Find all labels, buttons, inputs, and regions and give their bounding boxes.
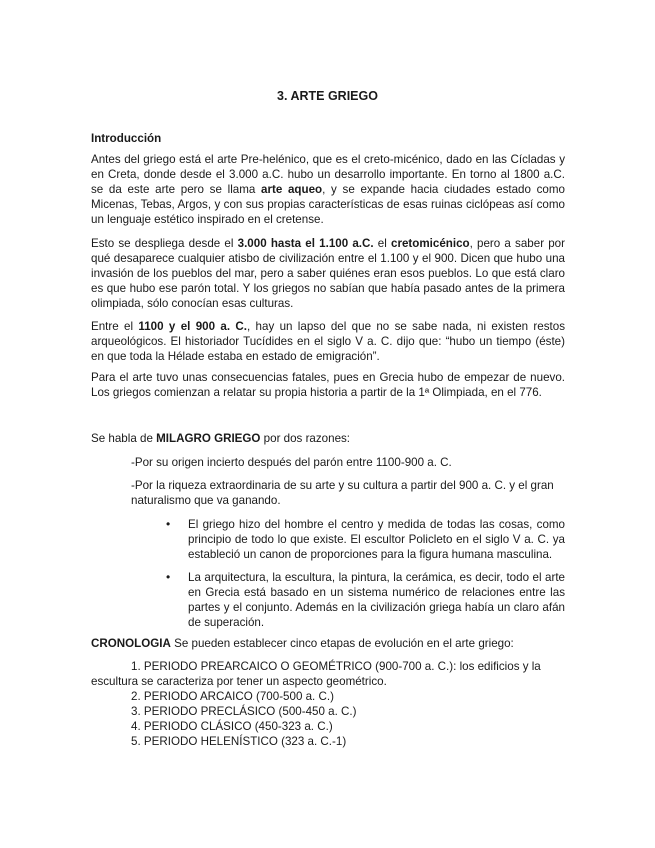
reason-item: -Por su origen incierto después del parón entre 1100-900 a. C. xyxy=(131,456,452,469)
cronologia-label: CRONOLOGIA xyxy=(91,637,171,650)
paragraph-lapso xyxy=(91,319,565,364)
text-run: por dos razones: xyxy=(260,432,351,445)
text-run: , hay un lapso del que no se sabe nada, ni existen restos arqueológicos. El historiador Tucídides en el siglo V a. C. dijo que: “hubo un tiempo (éste) en que toda la Hélade estaba en estado de emigración”. xyxy=(91,320,565,363)
bullet-icon: • xyxy=(166,517,171,531)
bullet-item: El griego hizo del hombre el centro y medida de todas las cosas, como principio de todo lo que existe. El escultor Policleto en el siglo V a. C. ya estableció un canon de proporciones para la figura humana masculina. xyxy=(188,518,565,561)
period-item: 5. PERIODO HELENÍSTICO (323 a. C.-1) xyxy=(131,735,347,748)
bold-term: 1100 y el 900 a. C. xyxy=(138,320,247,333)
text-run: , pero a saber por qué desaparece cualquier atisbo de civilización entre el 1.100 y el 900. Dicen que hubo una invasión de los pueblos del mar, pero a saber quiénes eran esos pueblos. Lo que está claro es que hubo ese parón total. Y los griegos no sabían que había pasado antes de la primera olimpiada, sólo conocían esas culturas. xyxy=(91,237,565,310)
paragraph-cretomicenico xyxy=(91,236,565,311)
cronologia-line xyxy=(91,636,565,651)
bullet-icon: • xyxy=(166,570,171,584)
period-item: 4. PERIODO CLÁSICO (450-323 a. C.) xyxy=(131,720,333,733)
page-title: 3. ARTE GRIEGO xyxy=(277,89,378,103)
paragraph-milagro xyxy=(91,431,565,446)
text-run: Esto se despliega desde el xyxy=(91,237,238,250)
text-run: , y se expande hacia ciudades estado como Micenas, Tebas, Argos, y con sus propias características de esas ruinas ciclópeas así como un lenguaje estético inspirado en el cretense. xyxy=(91,183,565,226)
text-run: el xyxy=(373,237,392,250)
period-item: 3. PERIODO PRECLÁSICO (500-450 a. C.) xyxy=(131,705,357,718)
period-item-continuation: escultura se caracteriza por tener un aspecto geométrico. xyxy=(91,675,387,688)
paragraph-consecuencias: Para el arte tuvo unas consecuencias fatales, pues en Grecia hubo de empezar de nuevo. Los griegos comienzan a relatar su propia historia a partir de la 1ª Olimpiada, en el 776. xyxy=(91,371,565,399)
period-item: 1. PERIODO PREARCAICO O GEOMÉTRICO (900-700 a. C.): los edificios y la xyxy=(131,660,541,673)
bold-term: cretomicénico xyxy=(391,237,470,250)
bold-term: MILAGRO GRIEGO xyxy=(156,432,261,445)
text-run: Se habla de xyxy=(91,432,157,445)
text-run: Entre el xyxy=(91,320,139,333)
intro-heading: Introducción xyxy=(91,132,162,145)
period-item: 2. PERIODO ARCAICO (700-500 a. C.) xyxy=(131,690,334,703)
text-run: Antes del griego está el arte Pre-helénico, que es el creto-micénico, dado en las Cícladas y en Creta, donde desde el 3.000 a.C. hubo un desarrollo importante. En torno al 1800 a.C. se da este arte pero se llama xyxy=(91,153,565,196)
reason-item: -Por la riqueza extraordinaria de su arte y su cultura a partir del 900 a. C. y el gran naturalismo que va ganando. xyxy=(131,479,554,507)
bullet-item: La arquitectura, la escultura, la pintura, la cerámica, es decir, todo el arte en Grecia está basado en un sistema numérico de relaciones entre las partes y el conjunto. Además en la civilización griega había un claro afán de superación. xyxy=(188,571,565,629)
bold-term: 3.000 hasta el 1.100 a.C. xyxy=(237,237,374,250)
text-run: Se pueden establecer cinco etapas de evolución en el arte griego: xyxy=(170,637,514,650)
paragraph-prehelenico xyxy=(91,152,565,227)
bold-term: arte aqueo xyxy=(261,183,323,196)
